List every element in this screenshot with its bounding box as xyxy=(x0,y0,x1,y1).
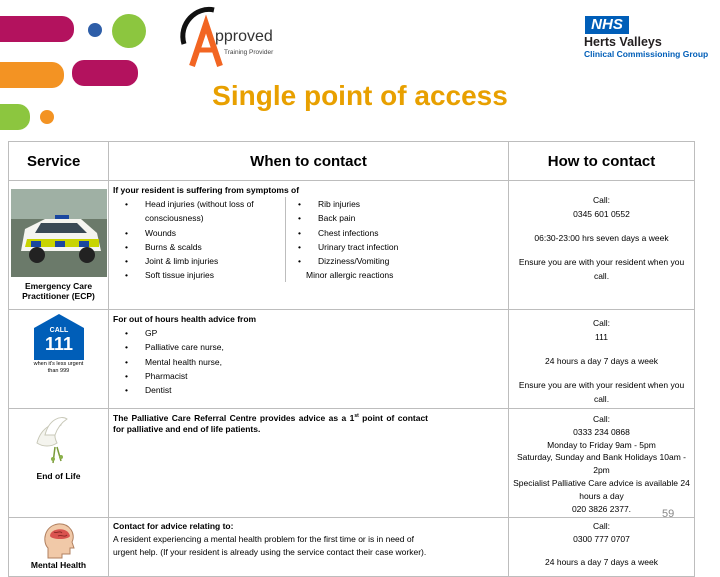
list-item: • Pharmacist xyxy=(145,369,504,383)
how-call-label: Call: xyxy=(592,318,610,328)
table-row xyxy=(9,181,695,310)
when-intro-ecp: If your resident is suffering from symptoms of xyxy=(113,185,300,195)
service-cell-mental-health xyxy=(9,518,109,577)
list-item: • Urinary tract infection xyxy=(318,240,504,254)
list-item: • GP xyxy=(145,326,504,340)
list-item: • Mental health nurse, xyxy=(145,355,504,369)
list-item: • Soft tissue injuries xyxy=(145,268,285,282)
decor-pill-magenta xyxy=(0,16,74,42)
dove-icon xyxy=(31,413,71,465)
badge-call-text: CALL xyxy=(49,327,69,334)
when-cell-end-of-life xyxy=(109,409,509,518)
how-hours: Monday to Friday 9am - 5pm xyxy=(547,439,656,450)
service-label-mental-health: Mental Health xyxy=(30,560,87,571)
ambulance-car-image xyxy=(11,189,107,277)
how-hours-weekend: Saturday, Sunday and Bank Holidays 10am - 2pm xyxy=(517,452,686,476)
org-name: Herts Valleys xyxy=(584,35,662,49)
list-item: • Head injuries (without loss of consciousness) xyxy=(145,197,285,225)
head-brain-icon xyxy=(42,520,76,560)
decor-dot-blue xyxy=(88,23,102,37)
how-phone: 0300 777 0707 xyxy=(573,534,630,545)
service-label-111: when it's less urgent than 999 xyxy=(33,361,84,374)
list-item: • Joint & limb injuries xyxy=(145,254,285,268)
how-phone: 111 xyxy=(595,332,608,342)
list-item: • Rib injuries xyxy=(318,197,504,211)
list-extra: Minor allergic reactions xyxy=(306,270,394,281)
when-cell-ecp xyxy=(109,181,509,310)
how-hours: 24 hours a day 7 days a week xyxy=(545,356,658,366)
page-title: Single point of access xyxy=(212,80,508,111)
how-call-label: Call: xyxy=(592,414,610,424)
table-header-row xyxy=(9,142,695,181)
badge-111-text: 111 xyxy=(44,334,74,354)
when-text-sup: st xyxy=(354,413,359,419)
how-note: Ensure you are with your resident when you call. xyxy=(518,257,685,281)
table-row xyxy=(9,310,695,409)
when-text-mental-health: A resident experiencing a mental health problem for the first time or is in need of urgent help. (If your resident is already using the service contact their case worker). xyxy=(113,534,427,558)
when-text-end-of-life xyxy=(109,409,508,437)
service-cell-111 xyxy=(9,310,109,409)
list-item: • Dizziness/Vomiting xyxy=(318,254,504,268)
list-item: • Burns & scalds xyxy=(145,240,285,254)
service-cell-end-of-life xyxy=(9,409,109,518)
page-number: 59 xyxy=(662,508,675,520)
how-hours: 06:30-23:00 hrs seven days a week xyxy=(534,233,669,243)
header-when: When to contact xyxy=(109,142,509,181)
access-table xyxy=(8,141,695,577)
list-item: • Wounds xyxy=(145,226,285,240)
approved-logo xyxy=(178,4,288,68)
when-cell-111 xyxy=(109,310,509,409)
approved-logo-word: pproved xyxy=(215,28,273,45)
how-hours: 24 hours a day 7 days a week xyxy=(545,557,658,568)
header-how: How to contact xyxy=(509,142,695,181)
how-call-label: Call: xyxy=(592,195,610,205)
how-call-label: Call: xyxy=(592,521,610,532)
header-service: Service xyxy=(9,142,109,181)
how-specialist: Specialist Palliative Care advice is available 24 hours a day xyxy=(513,477,690,501)
when-cell-mental-health xyxy=(109,518,509,577)
list-item: • Dentist xyxy=(145,383,504,397)
when-text-part: The Palliative Care Referral Centre provides advice as a 1 xyxy=(113,412,355,423)
list-item: • Back pain xyxy=(318,211,504,225)
how-phone: 0345 601 0552 xyxy=(573,209,630,219)
list-item: • Chest infections xyxy=(318,226,504,240)
approved-logo-sub: Training Provider xyxy=(224,49,274,56)
service-label-ecp: Emergency Care Practitioner (ECP) xyxy=(22,281,95,301)
how-cell-mental-health xyxy=(509,518,695,577)
how-phone: 0333 234 0868 xyxy=(573,426,630,437)
when-intro-111: For out of hours health advice from xyxy=(113,314,257,324)
when-intro-mental-health: Contact for advice relating to: xyxy=(113,521,234,532)
how-cell-ecp xyxy=(509,181,695,310)
how-cell-111 xyxy=(509,310,695,409)
decor-dot-orange xyxy=(40,110,54,124)
org-subtitle: Clinical Commissioning Group xyxy=(584,49,709,59)
nhs-badge: NHS xyxy=(585,16,629,34)
how-phone-specialist: 020 3826 2377. xyxy=(571,503,632,514)
table-row xyxy=(9,518,695,577)
how-note: Ensure you are with your resident when you call. xyxy=(518,380,685,404)
table-row xyxy=(9,409,695,518)
service-cell-ecp xyxy=(9,181,109,310)
how-cell-end-of-life xyxy=(509,409,695,518)
list-item: • Palliative care nurse, xyxy=(145,340,504,354)
when-text-part: point of contact for palliative and end of life patients. xyxy=(113,412,428,434)
service-label-end-of-life: End of Life xyxy=(36,471,81,481)
decor-dot-green xyxy=(112,14,146,48)
